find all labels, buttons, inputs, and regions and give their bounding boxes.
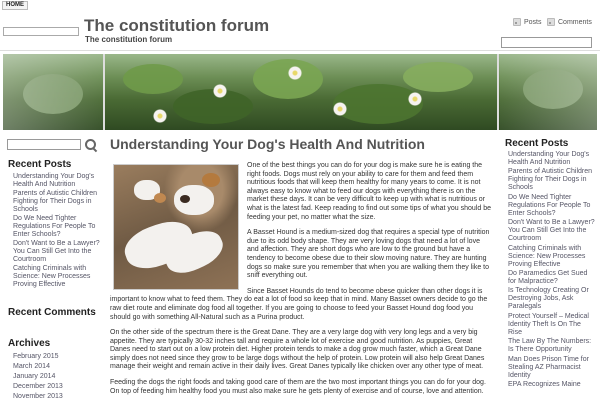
left-recent-post-link[interactable]: Parents of Autistic Children Fighting for Their Dogs in Schools bbox=[13, 190, 98, 213]
archives-list bbox=[13, 352, 101, 400]
right-recent-post-link[interactable]: Is Technology Creating Or Destroying Jobs, Ask Paralegals bbox=[508, 287, 589, 311]
post-paragraph: On the other side of the spectrum there is the Great Dane. They are a very large dog with very long legs and a very big appetite. They are typically 30-32 inches tall and require a whole lot of exercise and good nutrition. As puppies, Great Danes need to start out on a low protein diet. Higher protein tends to make a dog grow much faster, which a Great Dane simply does not need since they grow to be large dogs without the help of protein. Low protein will also help Great Danes manage their weight and remain active in their daily lives. Great Danes typically like chicken over any other type of meat. bbox=[110, 329, 485, 371]
comments-feed-label: Comments bbox=[558, 18, 592, 26]
posts-feed-label: Posts bbox=[524, 18, 542, 26]
header-divider bbox=[0, 50, 600, 51]
post-title[interactable]: Understanding Your Dog's Health And Nutrition bbox=[110, 136, 425, 152]
post-paragraph: Feeding the dogs the right foods and taking good care of them are the two most important things you can do for your dog. On top of feeding him healthy food you must also make sure he gets plenty of exercise and of course, love and attention. bbox=[110, 379, 486, 395]
search-icon[interactable] bbox=[84, 138, 98, 152]
left-recent-post-link[interactable]: Understanding Your Dog's Health And Nutrition bbox=[13, 173, 95, 188]
dogs-photo bbox=[113, 164, 239, 290]
header-banner-image bbox=[3, 54, 597, 130]
archive-link[interactable]: March 2014 bbox=[13, 363, 50, 370]
sidebar-search-input[interactable] bbox=[7, 139, 81, 150]
right-recent-post-link[interactable]: Do Paramedics Get Sued for Malpractice? bbox=[508, 269, 588, 285]
left-recent-post-link[interactable]: Do We Need Tighter Regulations For People To Enter Schools? bbox=[13, 215, 96, 238]
post-content bbox=[110, 136, 493, 400]
rss-icon bbox=[513, 18, 521, 26]
site-tagline: The constitution forum bbox=[85, 35, 173, 44]
site-title[interactable]: The constitution forum bbox=[84, 16, 270, 35]
left-recent-post-link[interactable]: Catching Criminals with Science: New Processes Proving Effective bbox=[13, 265, 91, 288]
right-recent-post-link[interactable]: Do We Need Tighter Regulations For People To Enter Schools? bbox=[508, 193, 591, 217]
post-paragraph: One of the best things you can do for your dog is make sure he is eating the right foods. Dogs must rely on your ability to care for them and feed them nutritious foods that will keep them healthy for many years to come. It is not always easy to know what to feed our dogs with everything there is on the market these days. It can be very difficult to keep up with what is nutritious or what is the latest fad. Keep reading to find out some tips of what you should be feeding your pet, no matter what the size. bbox=[247, 162, 491, 221]
archive-link[interactable]: December 2013 bbox=[13, 383, 63, 390]
left-recent-posts-title: Recent Posts bbox=[8, 159, 72, 170]
header-right-search-input[interactable] bbox=[501, 37, 592, 48]
archive-link[interactable]: January 2014 bbox=[13, 373, 56, 380]
archives-title: Archives bbox=[8, 338, 51, 349]
nav-home-link[interactable]: HOME bbox=[2, 1, 28, 10]
right-recent-post-link[interactable]: Don't Want to Be a Lawyer? You Can Still Get Into the Courtroom bbox=[508, 219, 595, 243]
right-recent-post-link[interactable]: Understanding Your Dog's Health And Nutrition bbox=[508, 151, 590, 166]
right-recent-post-link[interactable]: EPA Recognizes Maine bbox=[508, 380, 581, 388]
header-search-input[interactable] bbox=[3, 27, 79, 36]
left-recent-post-link[interactable]: Don't Want to Be a Lawyer? You Can Still Get Into the Courtroom bbox=[13, 240, 100, 263]
right-recent-post-link[interactable]: Man Does Prison Time for Stealing AZ Pharmacist Identity bbox=[508, 355, 589, 379]
post-paragraph: A Basset Hound is a medium-sized dog that requires a special type of nutrition due to its odd body shape. They are very loving dogs that need a lot of love and affection. They are short dogs who are low to the ground but have a tendency to become obese due to their slow moving nature. They are hunting dogs so make sure you remember that when you are walking them they like to sniff everything out. bbox=[247, 229, 490, 280]
right-recent-post-link[interactable]: The Law By The Numbers: Is There Opportunity bbox=[508, 338, 592, 354]
rss-icon bbox=[547, 18, 555, 26]
archive-link[interactable]: February 2015 bbox=[13, 353, 59, 360]
right-recent-posts-title: Recent Posts bbox=[505, 138, 569, 149]
posts-feed-link[interactable] bbox=[513, 16, 542, 28]
post-paragraph: Since Basset Hounds do tend to become obese quicker than other dogs it is important to know what to feed them. They do eat a lot of food so keep that in mind. Many Basset owners decide to go the raw diet route and eliminate dog food all together. If you are going to choose to feed your Basset Hound dog food you should go with something All-Natural such as a Purina product. bbox=[110, 287, 488, 321]
recent-comments-title: Recent Comments bbox=[8, 307, 96, 318]
left-recent-posts-list bbox=[13, 173, 101, 290]
archive-link[interactable]: November 2013 bbox=[13, 393, 63, 400]
right-recent-post-link[interactable]: Protect Yourself – Medical Identity Theft Is On The Rise bbox=[508, 312, 589, 336]
top-navigation bbox=[0, 0, 600, 11]
comments-feed-link[interactable] bbox=[547, 16, 592, 28]
right-recent-post-link[interactable]: Parents of Autistic Children Fighting for Their Dogs in Schools bbox=[508, 168, 593, 192]
right-recent-post-link[interactable]: Catching Criminals with Science: New Processes Proving Effective bbox=[508, 244, 586, 268]
right-recent-posts-list bbox=[508, 151, 596, 390]
